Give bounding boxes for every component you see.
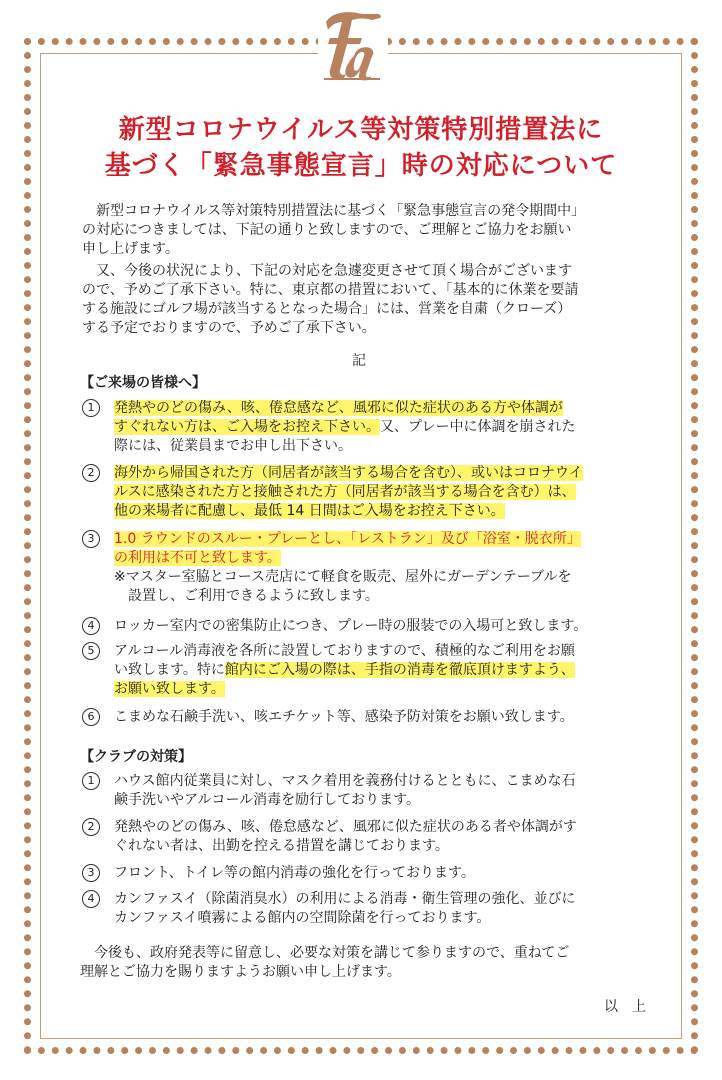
highlighted-red-text: の利用は不可と致します。	[114, 550, 281, 566]
item-number: 2	[82, 818, 100, 836]
intro-line: する予定でおりますので、予めご了承下さい。	[82, 320, 376, 336]
club-heading: 【クラブの対策】	[80, 749, 192, 765]
guest-item	[80, 617, 660, 636]
closing-line: 今後も、政府発表等に留意し、必要な対策を講じて参りますので、重ねてご	[94, 945, 570, 961]
guest-item	[80, 708, 660, 727]
item-text: カンファスイ（除菌消臭水）の利用による消毒・衛生管理の強化、並びに	[114, 891, 576, 907]
highlighted-text: すぐれない方は、ご入場をお控え下さい。	[114, 419, 380, 435]
intro-line: する施設にゴルフ場が該当するとなった場合」には、営業を自粛（クローズ）	[82, 301, 572, 317]
highlighted-text: 発熱やのどの傷み、咳、倦怠感など、風邪に似た症状のある方や体調が	[114, 400, 563, 416]
intro-line: 新型コロナウイルス等対策特別措置法に基づく「緊急事態宣言の発令期間中」	[96, 203, 586, 219]
item-number: 3	[82, 530, 100, 548]
item-text: 鹸手洗いやアルコール消毒を励行しております。	[114, 792, 421, 808]
ki-marker: 記	[352, 353, 366, 369]
club-item	[80, 818, 660, 856]
intro-line: の対応につきましては、下記の通りと致しますので、ご理解とご協力をお願い	[82, 222, 572, 238]
item-number: 4	[82, 890, 100, 908]
note-line: 設置し、ご利用できるように致します。	[114, 588, 379, 604]
closing-paragraph	[80, 944, 650, 982]
guests-heading: 【ご来場の皆様へ】	[80, 375, 206, 391]
intro-line: 申し上げます。	[82, 241, 179, 257]
guest-item	[80, 399, 660, 456]
item-number: 3	[82, 864, 100, 882]
closing-sign: 以上	[604, 999, 660, 1015]
page-title	[60, 112, 662, 184]
highlighted-text: ルスに感染された方と接触された方（同居者が該当する場合を含む）は、	[114, 484, 576, 500]
item-text: ハウス館内従業員に対し、マスク着用を義務付けるとともに、こまめな石	[114, 773, 576, 789]
item-text: い致します。特に	[114, 662, 225, 678]
club-item	[80, 890, 660, 928]
guest-item	[80, 642, 660, 699]
closing-line: 理解とご協力を賜りますようお願い申し上げます。	[80, 964, 401, 980]
item-text: ロッカー室内での密集防止につき、プレー時の服装での入場可と致します。	[114, 618, 588, 634]
item-text: 際には、従業員までお申し出下さい。	[114, 438, 352, 454]
item-text: カンファスイ噴霧による館内の空間除菌を行っております。	[114, 910, 491, 926]
highlighted-text: 館内にご入場の際は、手指の消毒を徹底頂けますよう、	[224, 662, 575, 678]
item-number: 1	[82, 399, 100, 417]
intro-paragraph	[82, 202, 652, 259]
highlighted-text: お願い致します。	[114, 681, 225, 697]
highlighted-text: 他の来場者に配慮し、最低 14 日間はご入場をお控え下さい。	[114, 503, 505, 519]
item-number: 2	[82, 464, 100, 482]
highlighted-text: 海外から帰国された方（同居者が該当する場合を含む）、或いはコロナウイ	[114, 465, 583, 481]
item-text: こまめな石鹸手洗い、咳エチケット等、感染予防対策をお願い致します。	[114, 709, 574, 725]
item-text: フロント、トイレ等の館内消毒の強化を行っております。	[114, 865, 475, 881]
guest-item	[80, 530, 660, 606]
item-text: アルコール消毒液を各所に設置しておりますので、積極的なご利用をお願	[114, 643, 575, 659]
intro-line: 又、今後の状況により、下記の対応を急遽変更させて頂く場合がございます	[96, 263, 572, 279]
item-text: 又、プレー中に体調を崩された	[380, 419, 576, 435]
title-line-1: 新型コロナウイルス等対策特別措置法に	[118, 115, 604, 145]
title-line-2: 基づく「緊急事態宣言」時の対応について	[104, 151, 618, 181]
intro-paragraph-2	[82, 262, 652, 338]
guest-item	[80, 464, 660, 521]
item-number: 5	[82, 642, 100, 660]
item-number: 1	[82, 772, 100, 790]
highlighted-red-text: 1.0 ラウンドのスルー・プレーとし、「レストラン」及び「浴室・脱衣所」	[114, 531, 581, 547]
item-number: 4	[82, 617, 100, 635]
club-item	[80, 864, 660, 883]
item-number: 6	[82, 708, 100, 726]
note-line: ※マスター室脇とコース売店にて軽食を販売、屋外にガーデンテーブルを	[114, 569, 572, 585]
item-text: ぐれない者は、出勤を控える措置を講じております。	[114, 838, 449, 854]
club-monogram-icon	[318, 4, 388, 82]
intro-line: ので、予めご了承下さい。特に、東京都の措置において、「基本的に休業を要請	[82, 282, 579, 298]
club-item	[80, 772, 660, 810]
item-text: 発熱やのどの傷み、咳、倦怠感など、風邪に似た症状のある者や体調がす	[114, 819, 577, 835]
